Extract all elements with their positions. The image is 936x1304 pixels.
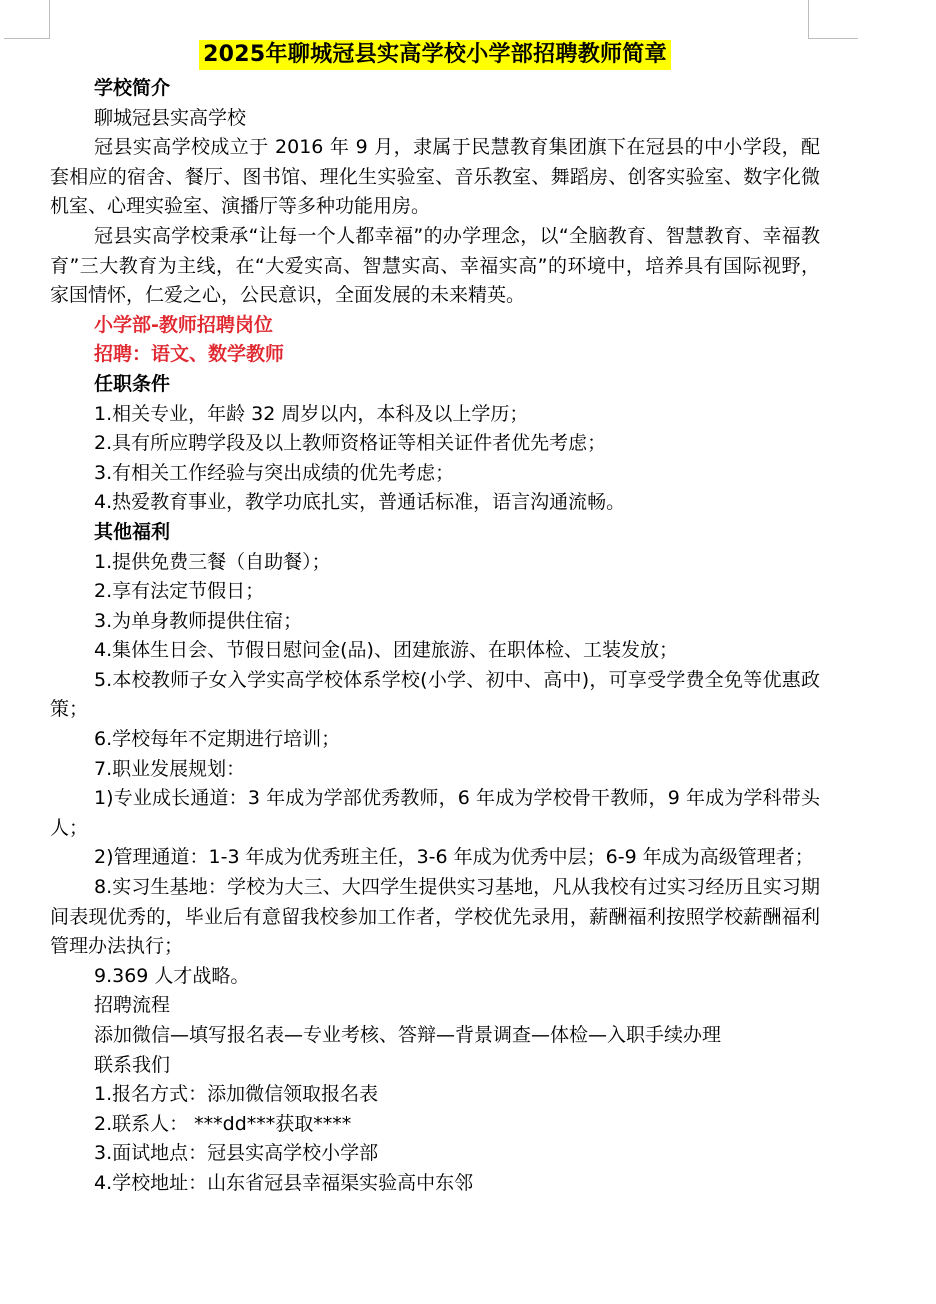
benefit-item: 8.实习生基地：学校为大三、大四学生提供实习基地，凡从我校有过实习经历且实习期间表现优秀的，毕业后有意留我校参加工作者，学校优先录用，薪酬福利按照学校薪酬福利管理办法执行； [50, 876, 820, 958]
intro-paragraph-2: 冠县实高学校秉承“让每一个人都幸福”的办学理念，以“全脑教育、智慧教育、幸福教育”三大教育为主线，在“大爱实高、智慧实高、幸福实高”的环境中，培养具有国际视野，家国情怀，仁爱之心，公民意识，全面发展的未来精英。 [50, 224, 820, 307]
benefit-item: 2.享有法定节假日； [94, 580, 265, 603]
benefit-item: 1.提供免费三餐（自助餐）； [94, 550, 331, 573]
crop-mark-left-v [49, 0, 50, 39]
crop-mark-left-h [4, 38, 50, 39]
contact-item: 1.报名方式：添加微信领取报名表 [94, 1083, 379, 1106]
document-page [50, 40, 820, 1199]
requirement-item: 3.有相关工作经验与突出成绩的优先考虑； [94, 461, 455, 484]
requirements-heading: 任职条件 [94, 372, 171, 395]
benefit-item: 7.职业发展规划： [94, 757, 246, 780]
school-name: 聊城冠县实高学校 [94, 106, 247, 129]
positions-heading: 小学部-教师招聘岗位 [94, 313, 273, 336]
title-row [50, 40, 820, 72]
recruit-subjects: 招聘：语文、数学教师 [94, 343, 285, 366]
contact-item: 3.面试地点：冠县实高学校小学部 [94, 1142, 379, 1165]
contact-item: 4.学校地址：山东省冠县幸福渠实验高中东邻 [94, 1171, 474, 1194]
requirement-item: 1.相关专业，年龄 32 周岁以内，本科及以上学历； [94, 402, 529, 425]
benefit-item: 4.集体生日会、节假日慰问金(品)、团建旅游、在职体检、工装发放； [94, 639, 678, 662]
intro-paragraph-1: 冠县实高学校成立于 2016 年 9 月，隶属于民慧教育集团旗下在冠县的中小学段，配套相应的宿舍、餐厅、图书馆、理化生实验室、音乐教室、舞蹈房、创客实验室、数字化微机室、心理实验室、演播厅等多种功能用房。 [50, 136, 820, 218]
benefit-item: 6.学校每年不定期进行培训； [94, 728, 341, 751]
requirement-item: 2.具有所应聘学段及以上教师资格证等相关证件者优先考虑； [94, 432, 607, 455]
benefit-item: 5.本校教师子女入学实高学校体系学校(小学、初中、高中)，可享受学费全免等优惠政策； [50, 668, 820, 721]
benefits-heading: 其他福利 [94, 520, 171, 543]
crop-mark-right-h [808, 38, 858, 39]
crop-mark-right-v [808, 0, 809, 39]
process-heading: 招聘流程 [94, 994, 171, 1017]
process-text: 添加微信—填写报名表—专业考核、答辩—背景调查—体检—入职手续办理 [94, 1024, 722, 1046]
page-title: 2025年聊城冠县实高学校小学部招聘教师简章 [199, 40, 671, 70]
intro-heading: 学校简介 [94, 77, 171, 99]
benefit-item: 9.369 人才战略。 [94, 964, 250, 987]
contact-item: 2.联系人： ***dd***获取**** [94, 1112, 352, 1135]
benefit-item: 1)专业成长通道：3 年成为学部优秀教师，6 年成为学校骨干教师，9 年成为学科带头人； [50, 787, 820, 839]
benefit-item: 3.为单身教师提供住宿； [94, 609, 303, 632]
contact-heading: 联系我们 [94, 1053, 171, 1076]
requirement-item: 4.热爱教育事业，教学功底扎实，普通话标准，语言沟通流畅。 [94, 491, 626, 514]
benefit-item: 2)管理通道：1-3 年成为优秀班主任，3-6 年成为优秀中层；6-9 年成为高级管理者； [94, 846, 814, 869]
